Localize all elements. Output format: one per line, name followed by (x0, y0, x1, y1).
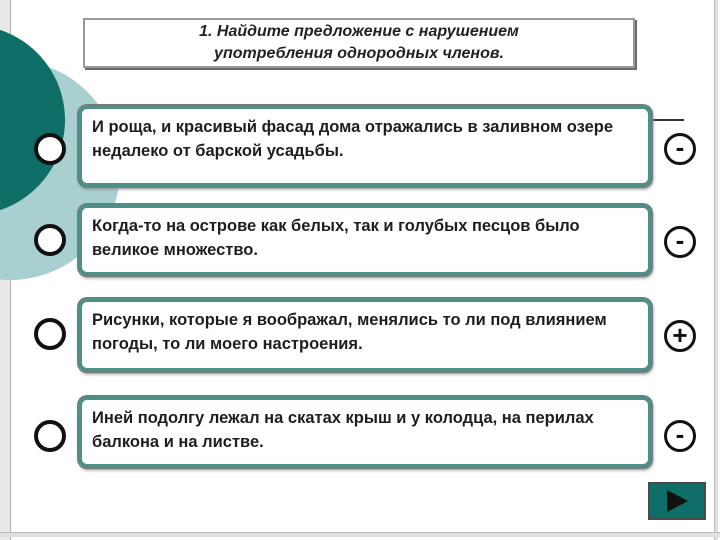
answer-option-2-text: Когда-то на острове как белых, так и голубых песцов было великое множество. (92, 217, 580, 259)
answer-option-4[interactable] (78, 396, 652, 468)
answer-option-3-text: Рисунки, которые я воображал, менялись то ли под влиянием погоды, то ли моего настроения. (92, 311, 607, 353)
radio-option-1[interactable] (34, 133, 66, 165)
radio-option-3[interactable] (34, 318, 66, 350)
answer-option-4-text: Иней подолгу лежал на скатах крыш и у колодца, на перилах балкона и на листве. (92, 409, 594, 451)
question-line-2: употребления однородных членов. (214, 45, 504, 62)
answer-option-1-text: И роща, и красивый фасад дома отражались в заливном озере недалеко от барской усадьбы. (92, 118, 614, 160)
question-title (83, 18, 635, 68)
minus-mark-icon: - (664, 226, 696, 258)
play-triangle-icon (664, 488, 690, 514)
decorative-line (652, 119, 684, 121)
bottom-frame-border (0, 532, 720, 537)
question-line-1: 1. Найдите предложение с нарушением (199, 23, 519, 40)
right-frame-border (714, 0, 718, 540)
radio-option-2[interactable] (34, 224, 66, 256)
minus-mark-icon: - (664, 133, 696, 165)
answer-option-1[interactable] (78, 105, 652, 187)
answer-option-2[interactable] (78, 204, 652, 276)
plus-mark-icon: + (664, 320, 696, 352)
next-slide-button[interactable] (648, 482, 706, 520)
answer-option-3[interactable] (78, 298, 652, 372)
minus-mark-icon: - (664, 420, 696, 452)
radio-option-4[interactable] (34, 420, 66, 452)
